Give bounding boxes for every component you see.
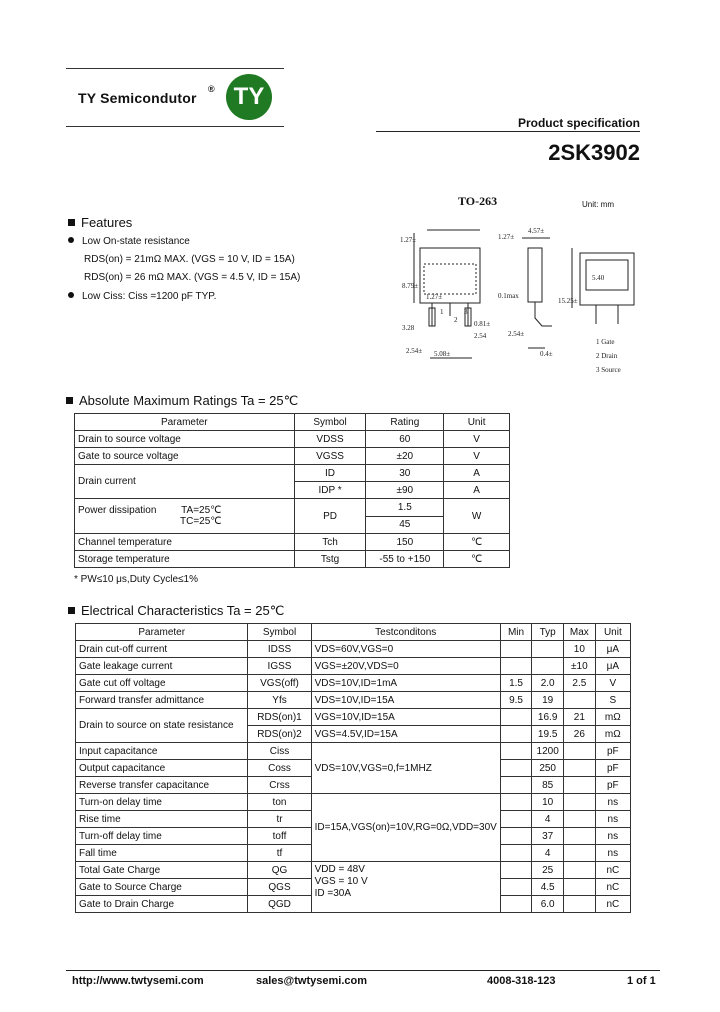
param-cell bbox=[75, 499, 295, 534]
col-header: Min bbox=[500, 624, 531, 641]
dim-text: 1.27± bbox=[498, 233, 515, 241]
min-cell bbox=[500, 828, 531, 845]
unit-cell: A bbox=[444, 482, 510, 499]
symbol-cell: Crss bbox=[248, 777, 311, 794]
typ-cell: 19 bbox=[532, 692, 564, 709]
condition-cell: VGS=10V,ID=15A bbox=[311, 709, 500, 726]
typ-cell: 250 bbox=[532, 760, 564, 777]
min-cell bbox=[500, 709, 531, 726]
condition-text: TC=25℃ bbox=[180, 516, 222, 527]
table-row bbox=[76, 692, 631, 709]
features-title bbox=[68, 215, 132, 230]
unit-cell: V bbox=[444, 431, 510, 448]
table-row bbox=[75, 551, 510, 568]
param-cell: Gate to Source Charge bbox=[76, 879, 248, 896]
rating-cell: -55 to +150 bbox=[366, 551, 444, 568]
symbol-cell: Coss bbox=[248, 760, 311, 777]
feature-item: RDS(on) = 21mΩ MAX. (VGS = 10 V, ID = 15A) bbox=[84, 254, 295, 265]
side-lead bbox=[535, 302, 552, 326]
symbol-cell: QGS bbox=[248, 879, 311, 896]
max-cell bbox=[564, 692, 596, 709]
symbol-cell: tr bbox=[248, 811, 311, 828]
feature-item: RDS(on) = 26 mΩ MAX. (VGS = 4.5 V, ID = 15A) bbox=[84, 272, 301, 283]
max-cell bbox=[564, 896, 596, 913]
unit-cell: V bbox=[444, 448, 510, 465]
min-cell bbox=[500, 811, 531, 828]
condition-cell: VDS=10V,ID=1mA bbox=[311, 675, 500, 692]
min-cell bbox=[500, 658, 531, 675]
param-cell: Fall time bbox=[76, 845, 248, 862]
max-cell: ±10 bbox=[564, 658, 596, 675]
unit-cell: ns bbox=[595, 794, 630, 811]
rating-cell: 45 bbox=[366, 516, 444, 534]
company-name: TY Semicondutor bbox=[78, 90, 197, 106]
param-cell: Input capacitance bbox=[76, 743, 248, 760]
min-cell bbox=[500, 862, 531, 879]
dim-text: 1.27± bbox=[400, 236, 417, 244]
symbol-cell: QG bbox=[248, 862, 311, 879]
rating-cell: ±90 bbox=[366, 482, 444, 499]
symbol-cell: VGS(off) bbox=[248, 675, 311, 692]
unit-cell: pF bbox=[595, 777, 630, 794]
condition-line: VDD = 48V bbox=[314, 864, 365, 875]
dim-text: 0.4± bbox=[540, 350, 553, 358]
unit-cell: ns bbox=[595, 845, 630, 862]
footer-rule bbox=[66, 970, 660, 971]
table-row bbox=[76, 675, 631, 692]
feature-text: Low On-state resistance bbox=[82, 236, 190, 247]
max-cell bbox=[564, 811, 596, 828]
max-cell bbox=[564, 879, 596, 896]
symbol-cell: PD bbox=[294, 499, 366, 534]
param-cell: Output capacitance bbox=[76, 760, 248, 777]
part-number: 2SK3902 bbox=[548, 140, 640, 165]
unit-cell: nC bbox=[595, 879, 630, 896]
typ-cell: 19.5 bbox=[532, 726, 564, 743]
param-cell: Channel temperature bbox=[75, 534, 295, 551]
max-cell bbox=[564, 743, 596, 760]
typ-cell bbox=[532, 658, 564, 675]
unit-cell: ns bbox=[595, 811, 630, 828]
typ-cell: 85 bbox=[532, 777, 564, 794]
unit-cell: A bbox=[444, 465, 510, 482]
dim-text: 15.25± bbox=[558, 297, 578, 305]
condition-cell: VDS=10V,ID=15A bbox=[311, 692, 500, 709]
condition-line: ID =30A bbox=[314, 888, 352, 899]
table-row bbox=[75, 499, 510, 517]
pin-legend: 1 Gate bbox=[596, 338, 615, 346]
unit-cell: pF bbox=[595, 743, 630, 760]
feature-text: Low Ciss: Ciss =1200 pF TYP. bbox=[82, 291, 217, 302]
param-cell: Rise time bbox=[76, 811, 248, 828]
unit-cell: nC bbox=[595, 896, 630, 913]
unit-cell: W bbox=[444, 499, 510, 534]
param-cell: Turn-off delay time bbox=[76, 828, 248, 845]
param-cell: Drain to source on state resistance bbox=[76, 709, 248, 743]
table-row bbox=[76, 658, 631, 675]
bullet-icon bbox=[68, 237, 74, 243]
table-row bbox=[75, 465, 510, 482]
param-cell: Gate leakage current bbox=[76, 658, 248, 675]
max-cell: 2.5 bbox=[564, 675, 596, 692]
rating-cell: 30 bbox=[366, 465, 444, 482]
footer-url-link[interactable]: http://www.twtysemi.com bbox=[72, 975, 204, 987]
typ-cell: 4 bbox=[532, 845, 564, 862]
min-cell bbox=[500, 879, 531, 896]
col-header: Unit bbox=[444, 414, 510, 431]
symbol-cell: RDS(on)2 bbox=[248, 726, 311, 743]
min-cell bbox=[500, 845, 531, 862]
unit-cell: μA bbox=[595, 658, 630, 675]
side-body bbox=[528, 248, 542, 302]
table-row bbox=[76, 862, 631, 879]
param-cell: Forward transfer admittance bbox=[76, 692, 248, 709]
table-row bbox=[76, 709, 631, 726]
condition-cell bbox=[311, 862, 500, 913]
max-cell bbox=[564, 760, 596, 777]
typ-cell: 25 bbox=[532, 862, 564, 879]
param-cell: Drain to source voltage bbox=[75, 431, 295, 448]
unit-label: Unit: mm bbox=[582, 200, 614, 209]
symbol-cell: IDP * bbox=[294, 482, 366, 499]
pin-number: 1 bbox=[440, 308, 444, 316]
max-cell: 10 bbox=[564, 641, 596, 658]
dim-text: 2.54 bbox=[474, 332, 487, 340]
abs-ratings-table bbox=[74, 413, 510, 568]
param-cell: Turn-on delay time bbox=[76, 794, 248, 811]
typ-cell: 10 bbox=[532, 794, 564, 811]
dim-text: 5.08± bbox=[434, 350, 451, 358]
max-cell bbox=[564, 794, 596, 811]
section-square-icon bbox=[68, 607, 75, 614]
typ-cell: 4.5 bbox=[532, 879, 564, 896]
unit-cell: pF bbox=[595, 760, 630, 777]
min-cell bbox=[500, 896, 531, 913]
col-header: Symbol bbox=[294, 414, 366, 431]
symbol-cell: ton bbox=[248, 794, 311, 811]
param-cell: Total Gate Charge bbox=[76, 862, 248, 879]
feature-item bbox=[68, 236, 190, 247]
max-cell bbox=[564, 845, 596, 862]
condition-cell: VDS=10V,VGS=0,f=1MHZ bbox=[311, 743, 500, 794]
condition-line: VGS = 10 V bbox=[314, 876, 368, 887]
elec-title-text: Electrical Characteristics Ta = 25℃ bbox=[81, 603, 285, 618]
dim-text: 0.81± bbox=[474, 320, 491, 328]
typ-cell: 6.0 bbox=[532, 896, 564, 913]
symbol-cell: QGD bbox=[248, 896, 311, 913]
max-cell: 21 bbox=[564, 709, 596, 726]
pin-number: 3 bbox=[464, 308, 468, 316]
bullet-icon bbox=[68, 292, 74, 298]
typ-cell: 2.0 bbox=[532, 675, 564, 692]
registered-mark: ® bbox=[208, 84, 215, 94]
condition-cell: VDS=60V,VGS=0 bbox=[311, 641, 500, 658]
table-row bbox=[75, 431, 510, 448]
pin-legend: 2 Drain bbox=[596, 352, 618, 360]
col-header: Rating bbox=[366, 414, 444, 431]
typ-cell: 4 bbox=[532, 811, 564, 828]
min-cell bbox=[500, 794, 531, 811]
pin-legend: 3 Source bbox=[596, 366, 621, 374]
max-cell bbox=[564, 777, 596, 794]
symbol-cell: VDSS bbox=[294, 431, 366, 448]
abs-ratings-title bbox=[66, 393, 298, 409]
max-cell bbox=[564, 828, 596, 845]
max-cell bbox=[564, 862, 596, 879]
param-cell: Drain current bbox=[75, 465, 295, 499]
package-name: TO-263 bbox=[458, 194, 498, 208]
footer-email-link[interactable]: sales@twtysemi.com bbox=[256, 975, 367, 987]
param-text: Power dissipation bbox=[78, 505, 157, 516]
logo-bottom-rule bbox=[66, 126, 284, 127]
front-inner-outline bbox=[424, 264, 476, 294]
spec-title: Product specification bbox=[517, 116, 640, 130]
unit-cell: ℃ bbox=[444, 551, 510, 568]
symbol-cell: Tstg bbox=[294, 551, 366, 568]
unit-cell: nC bbox=[595, 862, 630, 879]
abs-ratings-title-text: Absolute Maximum Ratings Ta = 25℃ bbox=[79, 393, 299, 408]
min-cell: 9.5 bbox=[500, 692, 531, 709]
table-row bbox=[76, 641, 631, 658]
min-cell bbox=[500, 726, 531, 743]
rating-cell: ±20 bbox=[366, 448, 444, 465]
dim-text: 2.54± bbox=[406, 347, 423, 355]
dim-text: 4.57± bbox=[528, 227, 545, 235]
col-header: Max bbox=[564, 624, 596, 641]
typ-cell: 16.9 bbox=[532, 709, 564, 726]
dim-text: 5.40 bbox=[592, 274, 605, 282]
typ-cell: 1200 bbox=[532, 743, 564, 760]
section-square-icon bbox=[66, 397, 73, 404]
col-header: Testconditons bbox=[311, 624, 500, 641]
symbol-cell: ID bbox=[294, 465, 366, 482]
max-cell: 26 bbox=[564, 726, 596, 743]
section-square-icon bbox=[68, 219, 75, 226]
unit-cell: mΩ bbox=[595, 726, 630, 743]
condition-cell: VGS=4.5V,ID=15A bbox=[311, 726, 500, 743]
col-header: Parameter bbox=[76, 624, 248, 641]
dim-text: 2.54± bbox=[508, 330, 525, 338]
unit-cell: S bbox=[595, 692, 630, 709]
symbol-cell: IGSS bbox=[248, 658, 311, 675]
symbol-cell: Tch bbox=[294, 534, 366, 551]
symbol-cell: IDSS bbox=[248, 641, 311, 658]
param-cell: Storage temperature bbox=[75, 551, 295, 568]
pin-number: 2 bbox=[454, 316, 458, 324]
dim-text: 3.28 bbox=[402, 324, 415, 332]
condition-cell: VGS=±20V,VDS=0 bbox=[311, 658, 500, 675]
unit-cell: ns bbox=[595, 828, 630, 845]
table-header-row bbox=[76, 624, 631, 641]
footer-phone: 4008-318-123 bbox=[487, 975, 556, 987]
condition-cell: ID=15A,VGS(on)=10V,RG=0Ω,VDD=30V bbox=[311, 794, 500, 862]
symbol-cell: RDS(on)1 bbox=[248, 709, 311, 726]
min-cell bbox=[500, 777, 531, 794]
dim-text: 1.27± bbox=[426, 293, 443, 301]
abs-ratings-footnote: * PW≤10 μs,Duty Cycle≤1% bbox=[74, 574, 198, 585]
symbol-cell: Yfs bbox=[248, 692, 311, 709]
table-row bbox=[75, 534, 510, 551]
unit-cell: ℃ bbox=[444, 534, 510, 551]
elec-table bbox=[75, 623, 631, 913]
param-cell: Gate to source voltage bbox=[75, 448, 295, 465]
min-cell bbox=[500, 743, 531, 760]
col-header: Symbol bbox=[248, 624, 311, 641]
param-cell: Gate to Drain Charge bbox=[76, 896, 248, 913]
unit-cell: mΩ bbox=[595, 709, 630, 726]
dim-text: 8.79± bbox=[402, 282, 419, 290]
symbol-cell: VGSS bbox=[294, 448, 366, 465]
min-cell: 1.5 bbox=[500, 675, 531, 692]
min-cell bbox=[500, 760, 531, 777]
typ-cell bbox=[532, 641, 564, 658]
unit-cell: μA bbox=[595, 641, 630, 658]
table-header-row bbox=[75, 414, 510, 431]
rating-cell: 1.5 bbox=[366, 499, 444, 517]
dim-text: 0.1max bbox=[498, 292, 519, 300]
package-drawing bbox=[400, 208, 660, 378]
table-row bbox=[76, 794, 631, 811]
back-body bbox=[580, 253, 634, 305]
unit-cell: V bbox=[595, 675, 630, 692]
symbol-cell: Ciss bbox=[248, 743, 311, 760]
rating-cell: 60 bbox=[366, 431, 444, 448]
logo-top-rule bbox=[66, 68, 284, 69]
table-row bbox=[76, 743, 631, 760]
col-header: Typ bbox=[532, 624, 564, 641]
col-header: Parameter bbox=[75, 414, 295, 431]
features-title-text: Features bbox=[81, 215, 133, 230]
symbol-cell: toff bbox=[248, 828, 311, 845]
condition-text: TA=25℃ bbox=[181, 505, 222, 516]
page-number: 1 of 1 bbox=[627, 975, 656, 987]
min-cell bbox=[500, 641, 531, 658]
header-rule bbox=[376, 131, 640, 132]
param-cell: Drain cut-off current bbox=[76, 641, 248, 658]
elec-title bbox=[68, 603, 284, 619]
symbol-cell: tf bbox=[248, 845, 311, 862]
typ-cell: 37 bbox=[532, 828, 564, 845]
company-logo: TY bbox=[226, 74, 272, 120]
param-cell: Reverse transfer capacitance bbox=[76, 777, 248, 794]
table-row bbox=[75, 448, 510, 465]
rating-cell: 150 bbox=[366, 534, 444, 551]
feature-item bbox=[68, 291, 216, 302]
col-header: Unit bbox=[595, 624, 630, 641]
param-cell: Gate cut off voltage bbox=[76, 675, 248, 692]
